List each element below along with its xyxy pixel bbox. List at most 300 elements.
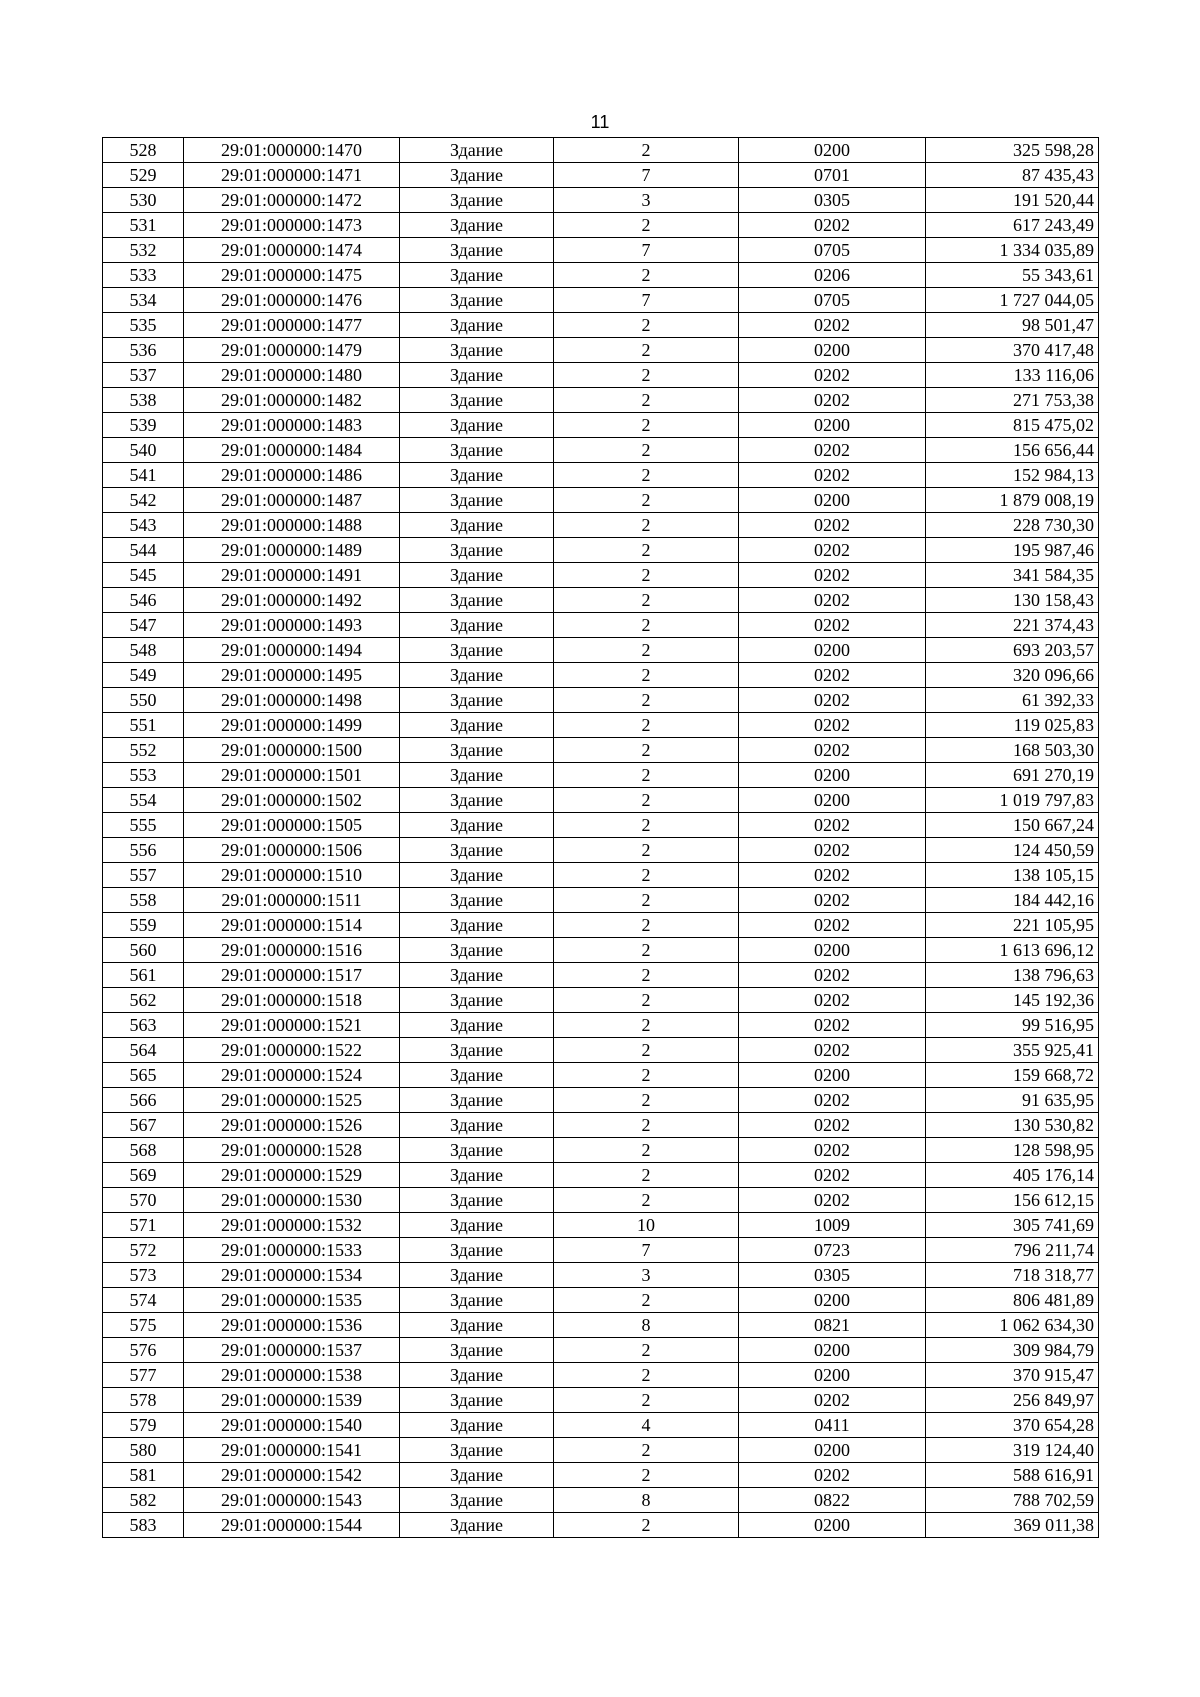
table-row xyxy=(103,1513,1099,1538)
cadastral-value-cell: 319 124,40 xyxy=(926,1438,1099,1463)
row-number-cell: 545 xyxy=(103,563,184,588)
object-type-cell: Здание xyxy=(400,1213,554,1238)
row-number-cell: 567 xyxy=(103,1113,184,1138)
object-type-cell: Здание xyxy=(400,888,554,913)
table-row xyxy=(103,738,1099,763)
object-type-cell: Здание xyxy=(400,688,554,713)
row-number-cell: 578 xyxy=(103,1388,184,1413)
subgroup-code-cell: 0200 xyxy=(739,1063,926,1088)
table-row xyxy=(103,1038,1099,1063)
cadastral-value-cell: 133 116,06 xyxy=(926,363,1099,388)
table-row xyxy=(103,838,1099,863)
object-type-cell: Здание xyxy=(400,163,554,188)
object-type-cell: Здание xyxy=(400,213,554,238)
cadastral-value-cell: 1 879 008,19 xyxy=(926,488,1099,513)
row-number-cell: 556 xyxy=(103,838,184,863)
cadastral-value-cell: 369 011,38 xyxy=(926,1513,1099,1538)
group-cell: 2 xyxy=(554,1088,739,1113)
subgroup-code-cell: 0202 xyxy=(739,1138,926,1163)
table-row xyxy=(103,938,1099,963)
cadastral-value-cell: 168 503,30 xyxy=(926,738,1099,763)
table-row xyxy=(103,1263,1099,1288)
row-number-cell: 532 xyxy=(103,238,184,263)
cadastral-value-cell: 1 334 035,89 xyxy=(926,238,1099,263)
group-cell: 2 xyxy=(554,1513,739,1538)
cadastral-number-cell: 29:01:000000:1495 xyxy=(184,663,400,688)
row-number-cell: 568 xyxy=(103,1138,184,1163)
object-type-cell: Здание xyxy=(400,1063,554,1088)
cadastral-value-cell: 128 598,95 xyxy=(926,1138,1099,1163)
cadastral-value-cell: 156 656,44 xyxy=(926,438,1099,463)
group-cell: 8 xyxy=(554,1488,739,1513)
row-number-cell: 554 xyxy=(103,788,184,813)
row-number-cell: 537 xyxy=(103,363,184,388)
group-cell: 2 xyxy=(554,538,739,563)
row-number-cell: 566 xyxy=(103,1088,184,1113)
object-type-cell: Здание xyxy=(400,938,554,963)
subgroup-code-cell: 0200 xyxy=(739,413,926,438)
table-row xyxy=(103,1338,1099,1363)
cadastral-number-cell: 29:01:000000:1535 xyxy=(184,1288,400,1313)
subgroup-code-cell: 0202 xyxy=(739,963,926,988)
row-number-cell: 548 xyxy=(103,638,184,663)
group-cell: 3 xyxy=(554,188,739,213)
cadastral-value-cell: 145 192,36 xyxy=(926,988,1099,1013)
object-type-cell: Здание xyxy=(400,1463,554,1488)
table-row xyxy=(103,388,1099,413)
row-number-cell: 529 xyxy=(103,163,184,188)
group-cell: 2 xyxy=(554,1438,739,1463)
cadastral-number-cell: 29:01:000000:1516 xyxy=(184,938,400,963)
cadastral-value-cell: 184 442,16 xyxy=(926,888,1099,913)
object-type-cell: Здание xyxy=(400,1388,554,1413)
table-row xyxy=(103,538,1099,563)
table-row xyxy=(103,638,1099,663)
cadastral-number-cell: 29:01:000000:1483 xyxy=(184,413,400,438)
table-row xyxy=(103,1088,1099,1113)
cadastral-value-cell: 309 984,79 xyxy=(926,1338,1099,1363)
table-row xyxy=(103,463,1099,488)
cadastral-number-cell: 29:01:000000:1506 xyxy=(184,838,400,863)
group-cell: 2 xyxy=(554,313,739,338)
object-type-cell: Здание xyxy=(400,588,554,613)
subgroup-code-cell: 0200 xyxy=(739,763,926,788)
subgroup-code-cell: 0202 xyxy=(739,1388,926,1413)
row-number-cell: 543 xyxy=(103,513,184,538)
object-type-cell: Здание xyxy=(400,963,554,988)
subgroup-code-cell: 0202 xyxy=(739,713,926,738)
group-cell: 2 xyxy=(554,1463,739,1488)
subgroup-code-cell: 0206 xyxy=(739,263,926,288)
object-type-cell: Здание xyxy=(400,1438,554,1463)
cadastral-value-cell: 156 612,15 xyxy=(926,1188,1099,1213)
subgroup-code-cell: 0202 xyxy=(739,863,926,888)
subgroup-code-cell: 0202 xyxy=(739,438,926,463)
subgroup-code-cell: 0822 xyxy=(739,1488,926,1513)
object-type-cell: Здание xyxy=(400,138,554,163)
cadastral-value-cell: 130 530,82 xyxy=(926,1113,1099,1138)
group-cell: 10 xyxy=(554,1213,739,1238)
row-number-cell: 550 xyxy=(103,688,184,713)
object-type-cell: Здание xyxy=(400,763,554,788)
subgroup-code-cell: 0202 xyxy=(739,1113,926,1138)
subgroup-code-cell: 0821 xyxy=(739,1313,926,1338)
cadastral-number-cell: 29:01:000000:1472 xyxy=(184,188,400,213)
cadastral-value-cell: 98 501,47 xyxy=(926,313,1099,338)
cadastral-value-cell: 370 915,47 xyxy=(926,1363,1099,1388)
group-cell: 2 xyxy=(554,688,739,713)
group-cell: 2 xyxy=(554,1363,739,1388)
row-number-cell: 574 xyxy=(103,1288,184,1313)
group-cell: 2 xyxy=(554,888,739,913)
table-row xyxy=(103,513,1099,538)
subgroup-code-cell: 0701 xyxy=(739,163,926,188)
object-type-cell: Здание xyxy=(400,1338,554,1363)
cadastral-number-cell: 29:01:000000:1543 xyxy=(184,1488,400,1513)
table-row xyxy=(103,363,1099,388)
cadastral-number-cell: 29:01:000000:1524 xyxy=(184,1063,400,1088)
object-type-cell: Здание xyxy=(400,788,554,813)
row-number-cell: 549 xyxy=(103,663,184,688)
group-cell: 2 xyxy=(554,763,739,788)
cadastral-number-cell: 29:01:000000:1473 xyxy=(184,213,400,238)
row-number-cell: 582 xyxy=(103,1488,184,1513)
object-type-cell: Здание xyxy=(400,638,554,663)
group-cell: 2 xyxy=(554,438,739,463)
row-number-cell: 559 xyxy=(103,913,184,938)
subgroup-code-cell: 0200 xyxy=(739,1513,926,1538)
row-number-cell: 561 xyxy=(103,963,184,988)
group-cell: 2 xyxy=(554,363,739,388)
row-number-cell: 580 xyxy=(103,1438,184,1463)
cadastral-value-cell: 221 374,43 xyxy=(926,613,1099,638)
cadastral-value-cell: 815 475,02 xyxy=(926,413,1099,438)
group-cell: 2 xyxy=(554,263,739,288)
cadastral-value-cell: 341 584,35 xyxy=(926,563,1099,588)
object-type-cell: Здание xyxy=(400,1013,554,1038)
object-type-cell: Здание xyxy=(400,363,554,388)
group-cell: 2 xyxy=(554,413,739,438)
object-type-cell: Здание xyxy=(400,388,554,413)
row-number-cell: 573 xyxy=(103,1263,184,1288)
cadastral-value-cell: 124 450,59 xyxy=(926,838,1099,863)
row-number-cell: 557 xyxy=(103,863,184,888)
table-row xyxy=(103,238,1099,263)
table-row xyxy=(103,788,1099,813)
cadastral-number-cell: 29:01:000000:1518 xyxy=(184,988,400,1013)
group-cell: 2 xyxy=(554,1188,739,1213)
object-type-cell: Здание xyxy=(400,1363,554,1388)
table-row xyxy=(103,1213,1099,1238)
object-type-cell: Здание xyxy=(400,613,554,638)
subgroup-code-cell: 0202 xyxy=(739,588,926,613)
row-number-cell: 551 xyxy=(103,713,184,738)
group-cell: 7 xyxy=(554,288,739,313)
subgroup-code-cell: 0202 xyxy=(739,663,926,688)
group-cell: 2 xyxy=(554,913,739,938)
table-row xyxy=(103,1063,1099,1088)
cadastral-value-cell: 1 062 634,30 xyxy=(926,1313,1099,1338)
subgroup-code-cell: 0200 xyxy=(739,1438,926,1463)
subgroup-code-cell: 0202 xyxy=(739,988,926,1013)
table-row xyxy=(103,588,1099,613)
table-row xyxy=(103,913,1099,938)
cadastral-number-cell: 29:01:000000:1493 xyxy=(184,613,400,638)
object-type-cell: Здание xyxy=(400,513,554,538)
cadastral-number-cell: 29:01:000000:1521 xyxy=(184,1013,400,1038)
subgroup-code-cell: 0202 xyxy=(739,313,926,338)
cadastral-value-cell: 221 105,95 xyxy=(926,913,1099,938)
row-number-cell: 555 xyxy=(103,813,184,838)
table-row xyxy=(103,488,1099,513)
cadastral-number-cell: 29:01:000000:1538 xyxy=(184,1363,400,1388)
group-cell: 2 xyxy=(554,938,739,963)
cadastral-number-cell: 29:01:000000:1482 xyxy=(184,388,400,413)
table-row xyxy=(103,338,1099,363)
object-type-cell: Здание xyxy=(400,1188,554,1213)
object-type-cell: Здание xyxy=(400,1113,554,1138)
cadastral-number-cell: 29:01:000000:1505 xyxy=(184,813,400,838)
table-row xyxy=(103,1238,1099,1263)
cadastral-number-cell: 29:01:000000:1517 xyxy=(184,963,400,988)
cadastral-value-cell: 796 211,74 xyxy=(926,1238,1099,1263)
group-cell: 2 xyxy=(554,838,739,863)
cadastral-number-cell: 29:01:000000:1526 xyxy=(184,1113,400,1138)
subgroup-code-cell: 0202 xyxy=(739,563,926,588)
cadastral-value-cell: 617 243,49 xyxy=(926,213,1099,238)
table-row xyxy=(103,763,1099,788)
object-type-cell: Здание xyxy=(400,288,554,313)
cadastral-number-cell: 29:01:000000:1532 xyxy=(184,1213,400,1238)
object-type-cell: Здание xyxy=(400,263,554,288)
subgroup-code-cell: 0202 xyxy=(739,1188,926,1213)
group-cell: 2 xyxy=(554,488,739,513)
table-row xyxy=(103,1013,1099,1038)
table-row xyxy=(103,413,1099,438)
cadastral-value-table xyxy=(102,137,1099,1538)
cadastral-number-cell: 29:01:000000:1502 xyxy=(184,788,400,813)
page-number: 11 xyxy=(590,112,610,132)
subgroup-code-cell: 0202 xyxy=(739,1463,926,1488)
cadastral-number-cell: 29:01:000000:1492 xyxy=(184,588,400,613)
table-row xyxy=(103,1488,1099,1513)
cadastral-number-cell: 29:01:000000:1528 xyxy=(184,1138,400,1163)
table-row xyxy=(103,163,1099,188)
table-row xyxy=(103,1138,1099,1163)
subgroup-code-cell: 0200 xyxy=(739,788,926,813)
object-type-cell: Здание xyxy=(400,1513,554,1538)
cadastral-value-cell: 370 654,28 xyxy=(926,1413,1099,1438)
row-number-cell: 540 xyxy=(103,438,184,463)
object-type-cell: Здание xyxy=(400,563,554,588)
table-row xyxy=(103,813,1099,838)
group-cell: 7 xyxy=(554,1238,739,1263)
group-cell: 2 xyxy=(554,1163,739,1188)
table-row xyxy=(103,688,1099,713)
subgroup-code-cell: 0202 xyxy=(739,1163,926,1188)
group-cell: 7 xyxy=(554,238,739,263)
subgroup-code-cell: 0202 xyxy=(739,838,926,863)
group-cell: 2 xyxy=(554,1288,739,1313)
group-cell: 2 xyxy=(554,863,739,888)
subgroup-code-cell: 1009 xyxy=(739,1213,926,1238)
subgroup-code-cell: 0202 xyxy=(739,213,926,238)
object-type-cell: Здание xyxy=(400,488,554,513)
group-cell: 2 xyxy=(554,513,739,538)
object-type-cell: Здание xyxy=(400,1038,554,1063)
table-row xyxy=(103,988,1099,1013)
cadastral-number-cell: 29:01:000000:1480 xyxy=(184,363,400,388)
cadastral-value-cell: 99 516,95 xyxy=(926,1013,1099,1038)
cadastral-value-cell: 150 667,24 xyxy=(926,813,1099,838)
table-row xyxy=(103,288,1099,313)
subgroup-code-cell: 0202 xyxy=(739,1088,926,1113)
cadastral-number-cell: 29:01:000000:1471 xyxy=(184,163,400,188)
cadastral-number-cell: 29:01:000000:1489 xyxy=(184,538,400,563)
cadastral-value-cell: 1 727 044,05 xyxy=(926,288,1099,313)
cadastral-number-cell: 29:01:000000:1530 xyxy=(184,1188,400,1213)
cadastral-value-cell: 691 270,19 xyxy=(926,763,1099,788)
group-cell: 2 xyxy=(554,638,739,663)
table-row xyxy=(103,213,1099,238)
table-row xyxy=(103,1388,1099,1413)
table-row xyxy=(103,963,1099,988)
group-cell: 2 xyxy=(554,788,739,813)
table-row xyxy=(103,438,1099,463)
cadastral-value-cell: 1 613 696,12 xyxy=(926,938,1099,963)
group-cell: 2 xyxy=(554,613,739,638)
subgroup-code-cell: 0200 xyxy=(739,138,926,163)
group-cell: 2 xyxy=(554,1063,739,1088)
cadastral-number-cell: 29:01:000000:1494 xyxy=(184,638,400,663)
table-row xyxy=(103,663,1099,688)
cadastral-value-cell: 195 987,46 xyxy=(926,538,1099,563)
cadastral-number-cell: 29:01:000000:1510 xyxy=(184,863,400,888)
cadastral-value-cell: 130 158,43 xyxy=(926,588,1099,613)
subgroup-code-cell: 0202 xyxy=(739,688,926,713)
object-type-cell: Здание xyxy=(400,413,554,438)
group-cell: 2 xyxy=(554,713,739,738)
row-number-cell: 536 xyxy=(103,338,184,363)
subgroup-code-cell: 0705 xyxy=(739,238,926,263)
group-cell: 2 xyxy=(554,1013,739,1038)
group-cell: 7 xyxy=(554,163,739,188)
object-type-cell: Здание xyxy=(400,538,554,563)
group-cell: 2 xyxy=(554,1388,739,1413)
row-number-cell: 577 xyxy=(103,1363,184,1388)
cadastral-number-cell: 29:01:000000:1539 xyxy=(184,1388,400,1413)
cadastral-number-cell: 29:01:000000:1541 xyxy=(184,1438,400,1463)
subgroup-code-cell: 0202 xyxy=(739,613,926,638)
group-cell: 2 xyxy=(554,388,739,413)
cadastral-value-cell: 119 025,83 xyxy=(926,713,1099,738)
row-number-cell: 539 xyxy=(103,413,184,438)
row-number-cell: 558 xyxy=(103,888,184,913)
subgroup-code-cell: 0200 xyxy=(739,1338,926,1363)
group-cell: 2 xyxy=(554,213,739,238)
object-type-cell: Здание xyxy=(400,1263,554,1288)
cadastral-number-cell: 29:01:000000:1542 xyxy=(184,1463,400,1488)
row-number-cell: 575 xyxy=(103,1313,184,1338)
table-row xyxy=(103,263,1099,288)
row-number-cell: 572 xyxy=(103,1238,184,1263)
table-row xyxy=(103,713,1099,738)
group-cell: 3 xyxy=(554,1263,739,1288)
subgroup-code-cell: 0200 xyxy=(739,638,926,663)
group-cell: 2 xyxy=(554,338,739,363)
object-type-cell: Здание xyxy=(400,713,554,738)
group-cell: 2 xyxy=(554,463,739,488)
cadastral-value-cell: 256 849,97 xyxy=(926,1388,1099,1413)
cadastral-number-cell: 29:01:000000:1479 xyxy=(184,338,400,363)
subgroup-code-cell: 0200 xyxy=(739,1288,926,1313)
cadastral-value-cell: 718 318,77 xyxy=(926,1263,1099,1288)
cadastral-number-cell: 29:01:000000:1540 xyxy=(184,1413,400,1438)
cadastral-value-cell: 1 019 797,83 xyxy=(926,788,1099,813)
object-type-cell: Здание xyxy=(400,1288,554,1313)
row-number-cell: 562 xyxy=(103,988,184,1013)
group-cell: 2 xyxy=(554,1038,739,1063)
row-number-cell: 571 xyxy=(103,1213,184,1238)
cadastral-number-cell: 29:01:000000:1484 xyxy=(184,438,400,463)
object-type-cell: Здание xyxy=(400,913,554,938)
cadastral-value-cell: 588 616,91 xyxy=(926,1463,1099,1488)
cadastral-number-cell: 29:01:000000:1529 xyxy=(184,1163,400,1188)
group-cell: 2 xyxy=(554,738,739,763)
subgroup-code-cell: 0202 xyxy=(739,388,926,413)
subgroup-code-cell: 0202 xyxy=(739,513,926,538)
row-number-cell: 531 xyxy=(103,213,184,238)
cadastral-value-cell: 228 730,30 xyxy=(926,513,1099,538)
object-type-cell: Здание xyxy=(400,988,554,1013)
table-row xyxy=(103,1113,1099,1138)
cadastral-number-cell: 29:01:000000:1491 xyxy=(184,563,400,588)
subgroup-code-cell: 0202 xyxy=(739,363,926,388)
group-cell: 2 xyxy=(554,138,739,163)
group-cell: 2 xyxy=(554,588,739,613)
cadastral-value-cell: 271 753,38 xyxy=(926,388,1099,413)
table-row xyxy=(103,1363,1099,1388)
cadastral-number-cell: 29:01:000000:1501 xyxy=(184,763,400,788)
cadastral-value-cell: 806 481,89 xyxy=(926,1288,1099,1313)
object-type-cell: Здание xyxy=(400,338,554,363)
cadastral-value-cell: 152 984,13 xyxy=(926,463,1099,488)
row-number-cell: 569 xyxy=(103,1163,184,1188)
group-cell: 2 xyxy=(554,1113,739,1138)
object-type-cell: Здание xyxy=(400,838,554,863)
table-row xyxy=(103,563,1099,588)
cadastral-number-cell: 29:01:000000:1536 xyxy=(184,1313,400,1338)
cadastral-value-cell: 788 702,59 xyxy=(926,1488,1099,1513)
table-row xyxy=(103,1313,1099,1338)
object-type-cell: Здание xyxy=(400,663,554,688)
table-row xyxy=(103,613,1099,638)
table-body xyxy=(103,138,1099,1538)
group-cell: 8 xyxy=(554,1313,739,1338)
row-number-cell: 563 xyxy=(103,1013,184,1038)
cadastral-value-cell: 325 598,28 xyxy=(926,138,1099,163)
row-number-cell: 530 xyxy=(103,188,184,213)
cadastral-number-cell: 29:01:000000:1486 xyxy=(184,463,400,488)
table-row xyxy=(103,1288,1099,1313)
table-row xyxy=(103,138,1099,163)
row-number-cell: 565 xyxy=(103,1063,184,1088)
cadastral-number-cell: 29:01:000000:1488 xyxy=(184,513,400,538)
cadastral-value-cell: 61 392,33 xyxy=(926,688,1099,713)
subgroup-code-cell: 0202 xyxy=(739,913,926,938)
object-type-cell: Здание xyxy=(400,188,554,213)
object-type-cell: Здание xyxy=(400,313,554,338)
